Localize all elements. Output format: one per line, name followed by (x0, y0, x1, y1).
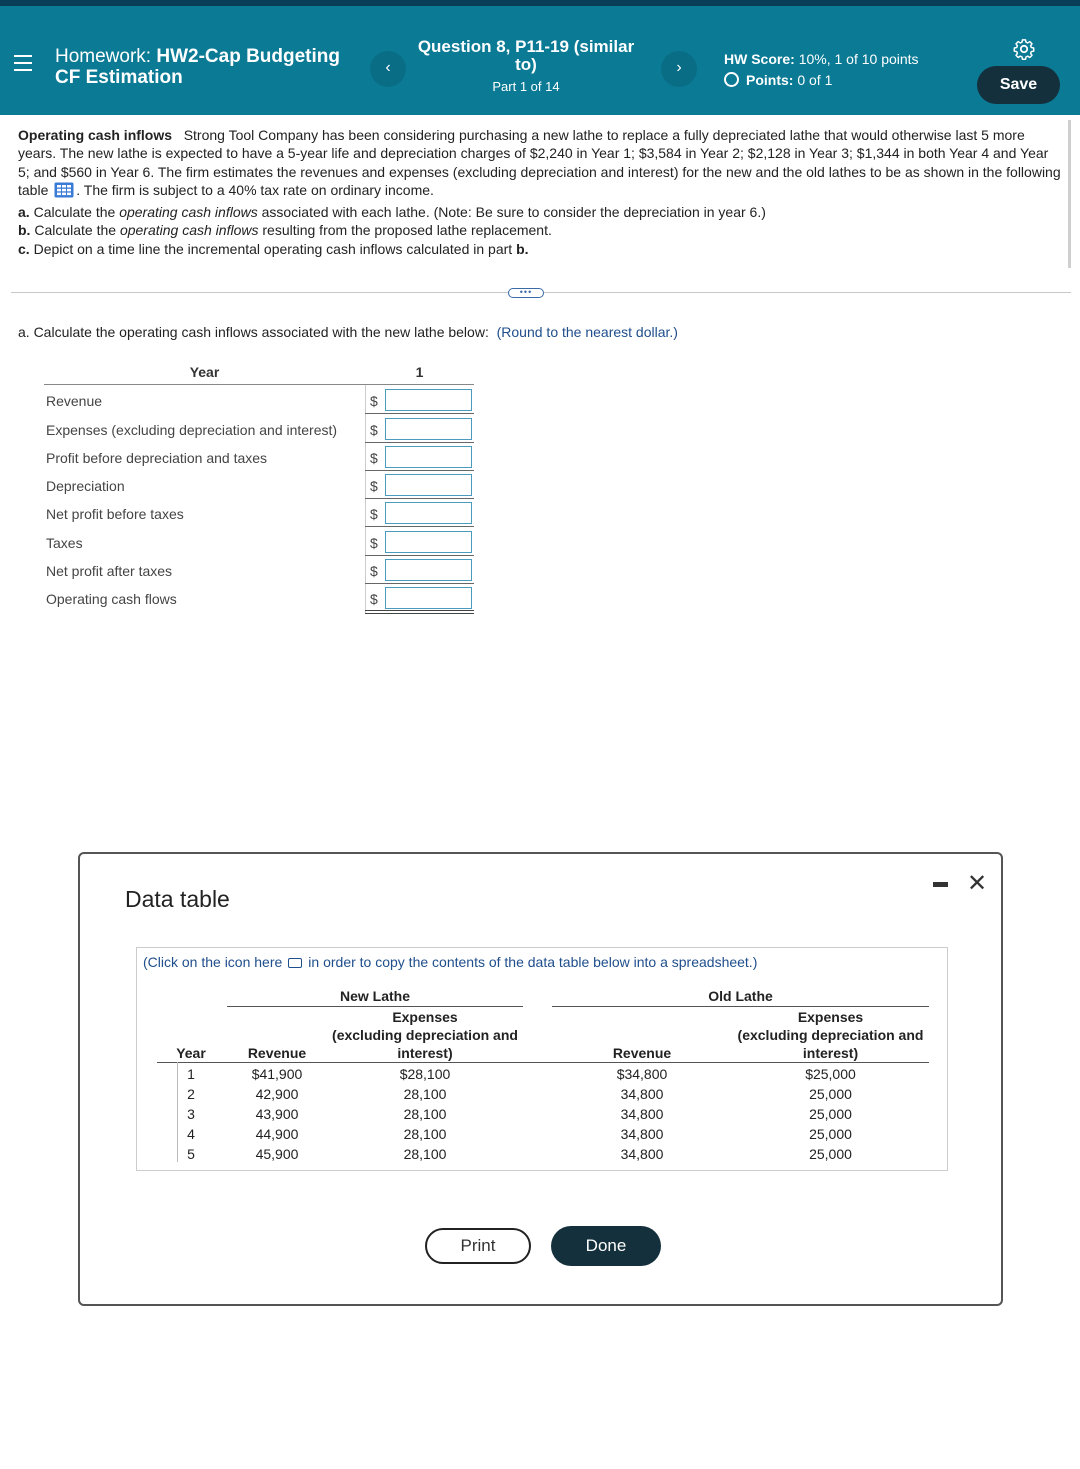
new-revenue-header: Revenue (247, 1045, 307, 1061)
print-button[interactable]: Print (425, 1228, 531, 1264)
row-underline (365, 555, 474, 556)
currency-symbol: $ (370, 535, 378, 551)
points-status-icon (724, 72, 739, 87)
part-a-text: a. Calculate the operating cash inflows associated with the new lathe below: (18, 324, 489, 340)
old-expenses-cell: 25,000 (809, 1146, 852, 1162)
part-a-text-2: associated with each lathe. (Note: Be sure to consider the depreciation in year 6.) (257, 204, 766, 221)
minimize-icon[interactable] (933, 882, 948, 887)
part-c-text-1: Depict on a time line the incremental operating cash inflows calculated in part (29, 240, 517, 257)
problem-statement (18, 126, 1063, 258)
answer-row (46, 417, 476, 443)
old-revenue-cell: 34,800 (620, 1106, 664, 1122)
question-title: Question 8, P11-19 (similar to) (417, 37, 635, 74)
new-revenue-cell: 45,900 (255, 1146, 299, 1162)
year-cell: 4 (187, 1126, 195, 1142)
chevron-left-icon: ‹ (385, 59, 391, 76)
answer-input[interactable] (385, 418, 472, 440)
answer-row (46, 586, 476, 612)
year-column-header: Year (176, 1045, 206, 1061)
part-a-instruction (18, 203, 1063, 221)
settings-gear-icon[interactable] (1013, 38, 1035, 60)
new-expenses-h1: Expenses (392, 1009, 458, 1025)
score-panel (724, 49, 919, 91)
part-c-label: c. (18, 240, 30, 257)
old-expenses-h3: interest) (802, 1045, 859, 1061)
old-revenue-cell: 34,800 (620, 1086, 664, 1102)
part-c-instruction (18, 240, 1063, 258)
hw-score-value: 10%, 1 of 10 points (798, 51, 919, 67)
top-bar (0, 0, 1080, 115)
new-expenses-cell: 28,100 (403, 1086, 447, 1102)
row-underline (365, 442, 474, 443)
currency-symbol: $ (370, 591, 378, 607)
answer-row (46, 388, 476, 414)
new-expenses-h2: (excluding depreciation and (332, 1027, 518, 1043)
old-expenses-cell: $25,000 (805, 1066, 856, 1082)
answer-input[interactable] (385, 559, 472, 581)
homework-name-line1: HW2-Cap Budgeting (156, 46, 341, 67)
old-revenue-cell: $34,800 (616, 1066, 668, 1082)
new-expenses-h3: interest) (397, 1045, 453, 1061)
year-cell: 1 (187, 1066, 195, 1082)
new-revenue-cell: $41,900 (251, 1066, 303, 1082)
old-expenses-cell: 25,000 (809, 1086, 852, 1102)
old-revenue-cell: 34,800 (620, 1126, 664, 1142)
old-lathe-header: Old Lathe (708, 988, 773, 1004)
part-a-text-1: Calculate the (29, 204, 120, 221)
copy-note-2: in order to copy the contents of the data table below into a spreadsheet.) (308, 954, 758, 970)
currency-symbol: $ (370, 478, 378, 494)
problem-text-1: Strong Tool Company has been considering purchasing a new lathe to replace a fully depreciated lathe that would otherwise last 5 more years. The new lathe is expected to have a 5-year life and depreciation charges of $2,240 in Year 1; $3,584 in Year 2; $2,128 in Year 3; $1,344 in both Year 4 and Year 5; and $560 in Year 6. The firm estimates the revenues and expenses (excluding depreciation and interest) for the new and the old lathes to be as shown in the following table (18, 127, 1061, 198)
old-revenue-cell: 34,800 (620, 1146, 664, 1162)
answer-column-header: 1 (415, 364, 424, 380)
answer-row (46, 445, 476, 471)
data-table-modal (78, 852, 1003, 1306)
points-value: 0 of 1 (797, 72, 833, 88)
problem-title: Operating cash inflows (18, 127, 173, 143)
copy-to-spreadsheet-icon[interactable] (288, 958, 302, 968)
new-expenses-header (327, 1008, 523, 1062)
close-icon[interactable]: ✕ (967, 870, 988, 897)
total-double-rule (365, 610, 474, 614)
data-table (136, 947, 948, 1171)
currency-symbol: $ (370, 563, 378, 579)
year-cell: 5 (187, 1146, 195, 1162)
answer-year-header: Year (189, 364, 220, 380)
currency-symbol: $ (370, 506, 378, 522)
currency-symbol: $ (370, 422, 378, 438)
next-question-button[interactable] (661, 51, 697, 87)
answer-row-label: Net profit before taxes (46, 506, 184, 522)
problem-scrollbar[interactable] (1068, 120, 1071, 268)
homework-title (55, 46, 365, 88)
answer-input[interactable] (385, 474, 472, 496)
new-expenses-cell: 28,100 (403, 1146, 447, 1162)
part-a-label: a. (18, 204, 30, 221)
copy-note-1: (Click on the icon here (143, 954, 283, 970)
part-b-text-em: operating cash inflows (119, 222, 259, 239)
row-underline (365, 526, 474, 527)
answer-input[interactable] (385, 446, 472, 468)
answer-input[interactable] (385, 502, 472, 524)
data-table-grid-icon[interactable] (54, 182, 74, 198)
answer-input[interactable] (385, 587, 472, 609)
previous-question-button[interactable] (370, 51, 406, 87)
modal-title: Data table (125, 886, 230, 912)
old-expenses-cell: 25,000 (809, 1106, 852, 1122)
hamburger-menu-icon[interactable] (14, 55, 32, 76)
part-b-text-2: resulting from the proposed lathe replacement. (258, 222, 552, 239)
answer-input[interactable] (385, 389, 472, 411)
answer-row-label: Operating cash flows (46, 591, 177, 607)
answer-row-label: Depreciation (46, 478, 125, 494)
part-a-text-em: operating cash inflows (119, 204, 258, 221)
old-expenses-cell: 25,000 (809, 1126, 852, 1142)
homework-prefix: Homework: (55, 46, 157, 67)
new-lathe-rule (227, 1006, 523, 1007)
chevron-right-icon: › (676, 59, 682, 76)
answer-row-label: Net profit after taxes (46, 563, 173, 579)
row-underline (365, 470, 474, 471)
answer-row-label: Taxes (46, 535, 83, 551)
answer-header-rule (44, 384, 474, 385)
row-underline (365, 498, 474, 499)
part-b-label: b. (18, 222, 31, 239)
part-b-instruction (18, 221, 1063, 239)
currency-symbol: $ (370, 450, 378, 466)
answer-row (46, 473, 476, 499)
column-header-rule (157, 1062, 929, 1063)
new-lathe-header: New Lathe (339, 988, 410, 1004)
points-label: Points: (746, 72, 794, 88)
old-expenses-h2: (excluding depreciation and (737, 1027, 924, 1043)
new-revenue-cell: 42,900 (255, 1086, 299, 1102)
answer-row (46, 501, 476, 527)
year-cell: 2 (187, 1086, 195, 1102)
question-part: Part 1 of 14 (492, 79, 560, 94)
rounding-hint: (Round to the nearest dollar.) (496, 324, 678, 340)
new-expenses-cell: 28,100 (403, 1126, 447, 1142)
part-a-prompt (18, 324, 678, 340)
new-revenue-cell: 43,900 (255, 1106, 299, 1122)
problem-parts (18, 203, 1063, 258)
hw-score-label: HW Score: (724, 51, 795, 67)
old-revenue-header: Revenue (612, 1045, 672, 1061)
problem-text-2: . The firm is subject to a 40% tax rate on ordinary income. (76, 181, 434, 198)
expand-more-icon[interactable]: ••• (508, 288, 544, 298)
year-cell: 3 (187, 1106, 195, 1122)
copy-note (143, 954, 757, 970)
row-underline (365, 583, 474, 584)
done-button[interactable]: Done (551, 1226, 661, 1266)
answer-row-label: Profit before depreciation and taxes (46, 450, 268, 466)
save-button[interactable]: Save (977, 66, 1060, 104)
part-b-text-1: Calculate the (30, 222, 120, 239)
new-expenses-cell: 28,100 (403, 1106, 447, 1122)
new-revenue-cell: 44,900 (255, 1126, 299, 1142)
answer-row (46, 530, 476, 556)
old-lathe-rule (552, 1006, 929, 1007)
old-expenses-header (732, 1008, 929, 1062)
answer-row (46, 558, 476, 584)
part-c-text-b: b. (516, 240, 529, 257)
row-underline (365, 413, 474, 414)
question-info (406, 38, 646, 94)
old-expenses-h1: Expenses (797, 1009, 864, 1025)
answer-input[interactable] (385, 531, 472, 553)
currency-symbol: $ (370, 393, 378, 409)
new-expenses-cell: $28,100 (399, 1066, 451, 1082)
homework-name-line2: CF Estimation (55, 67, 183, 88)
answer-row-label: Revenue (46, 393, 103, 409)
answer-row-label: Expenses (excluding depreciation and interest) (46, 422, 338, 438)
problem-paragraph (18, 126, 1063, 199)
